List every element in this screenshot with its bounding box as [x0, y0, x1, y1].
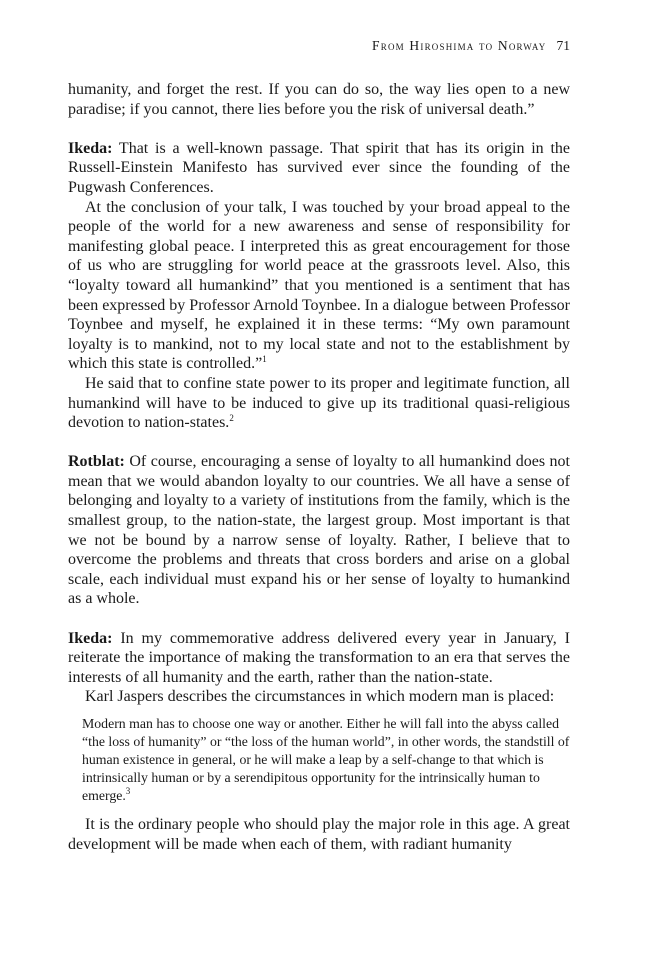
speaker-label: Ikeda: [68, 139, 113, 157]
paragraph-text: Of course, encouraging a sense of loyalty to all humankind does not mean that we would abandon loyalty to our countries. We all have a sense of belonging and loyalty to a variety of institutions from the family, which is the smallest group, to the nation-state, the largest group. Most important is that we not be bound by a narrow sense of loyalty. Rather, I believe that to overcome the problems and threats that cross borders and arise on a global scale, each individual must expand his or her sense of loyalty to humankind as a whole. [68, 453, 570, 608]
paragraph-text: That is a well-known passage. That spirit that has its origin in the Russell-Einstein Manifesto has survived ever since the founding of the Pugwash Conferences. [68, 139, 570, 196]
paragraph-jaspers-intro: Karl Jaspers describes the circumstances in which modern man is placed: [85, 688, 555, 706]
footnote-marker: 2 [229, 413, 234, 424]
paragraph-text: At the conclusion of your talk, I was touched by your broad appeal to the people of the world for a new awareness and sense of responsibility for manifesting global peace. I interpreted this as great encouragement for those of us who are struggling for world peace at the grassroots level. Also, this “loyalty toward all humankind” that you mentioned is a sentiment that has been expressed by Professor Arnold Toynbee. In a dialogue between Professor Toynbee and myself, he explained it in these terms: “My own paramount loyalty is to mankind, not to my local state and not to the establishment by which this state is controlled.” [68, 198, 571, 373]
footnote-marker: 1 [262, 354, 267, 365]
paragraph-rotblat [68, 452, 570, 609]
speaker-label: Rotblat: [68, 453, 125, 471]
running-title: From Hiroshima to Norway [372, 38, 547, 53]
paragraph-ikeda-1 [68, 139, 570, 198]
quote-text: Modern man has to choose one way or another. Either he will fall into the abyss called “the loss of humanity” or “the loss of the human world”, in other words, the standstill of human existence in general, or he will make a leap by a self-change to that which is intrinsically human or by a serendipitous opportunity for the intrinsically human to emerge. [82, 716, 570, 803]
page-number: 71 [556, 38, 570, 53]
paragraph-text: In my commemorative address delivered every year in January, I reiterate the importance of making the transformation to an era that serves the interests of all humanity and the earth, rather than the nation-state. [68, 629, 570, 686]
paragraph-ikeda-2 [68, 629, 570, 688]
paragraph-ordinary-people: It is the ordinary people who should play the major role in this age. A great development will be made when each of them, with radiant humanity [68, 816, 570, 853]
running-header [68, 38, 570, 54]
footnote-marker: 3 [125, 786, 131, 796]
speaker-label: Ikeda: [68, 629, 113, 647]
paragraph-continuation: humanity, and forget the rest. If you can do so, the way lies open to a new paradise; if you cannot, there lies before you the risk of universal death.” [68, 81, 570, 118]
paragraph-text: He said that to confine state power to its proper and legitimate function, all humankind will have to be induced to give up its traditional quasi-religious devotion to nation-states. [68, 374, 570, 432]
block-quote [82, 715, 570, 805]
paragraph-toynbee [68, 198, 570, 374]
paragraph-state-power [68, 374, 570, 433]
body-text [68, 80, 570, 854]
